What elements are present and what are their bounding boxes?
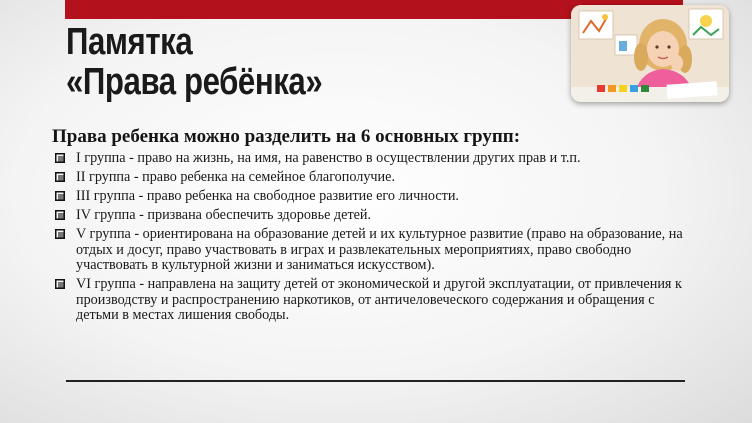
title-line-1: Памятка [66,21,193,63]
title-line-2: «Права ребёнка» [66,61,323,103]
list-item-text: IV группа - призвана обеспечить здоровье детей. [76,207,372,223]
list-item [54,170,694,186]
list-item-text: II группа - право ребенка на семейное благополучие. [76,169,395,185]
checkbox-square-icon [55,153,65,163]
list-item-text: V группа - ориентирована на образование детей и их культурное развитие (право на образование, на отдых и досуг, право участвовать в играх и развлекательных мероприятиях, право свободно участвовать в культурной жизни и заниматься искусством). [76,226,683,273]
girl-drawing-photo [571,5,729,102]
checkbox-square-icon [55,210,65,220]
groups-heading: Права ребенка можно разделить на 6 основных групп: [52,126,521,147]
photo-illustration [571,5,729,102]
list-item [54,277,694,324]
bottom-divider [66,380,685,382]
checkbox-square-icon [55,172,65,182]
checkbox-square-icon [55,279,65,289]
list-item-text: VI группа - направлена на защиту детей от экономической и другой эксплуатации, от привлечения к производству и распространению наркотиков, от античеловеческого содержания и обращения с детьми в местах лишения свободы. [76,276,682,323]
checkbox-square-icon [55,229,65,239]
page-title [66,22,322,102]
list-item [54,189,694,205]
list-item [54,227,694,274]
list-item [54,151,694,167]
list-item-text: III группа - право ребенка на свободное развитие его личности. [76,188,459,204]
list-item [54,208,694,224]
list-item-text: I группа - право на жизнь, на имя, на равенство в осуществлении других прав и т.п. [76,150,581,166]
checkbox-square-icon [55,191,65,201]
rights-groups-list [54,151,694,327]
